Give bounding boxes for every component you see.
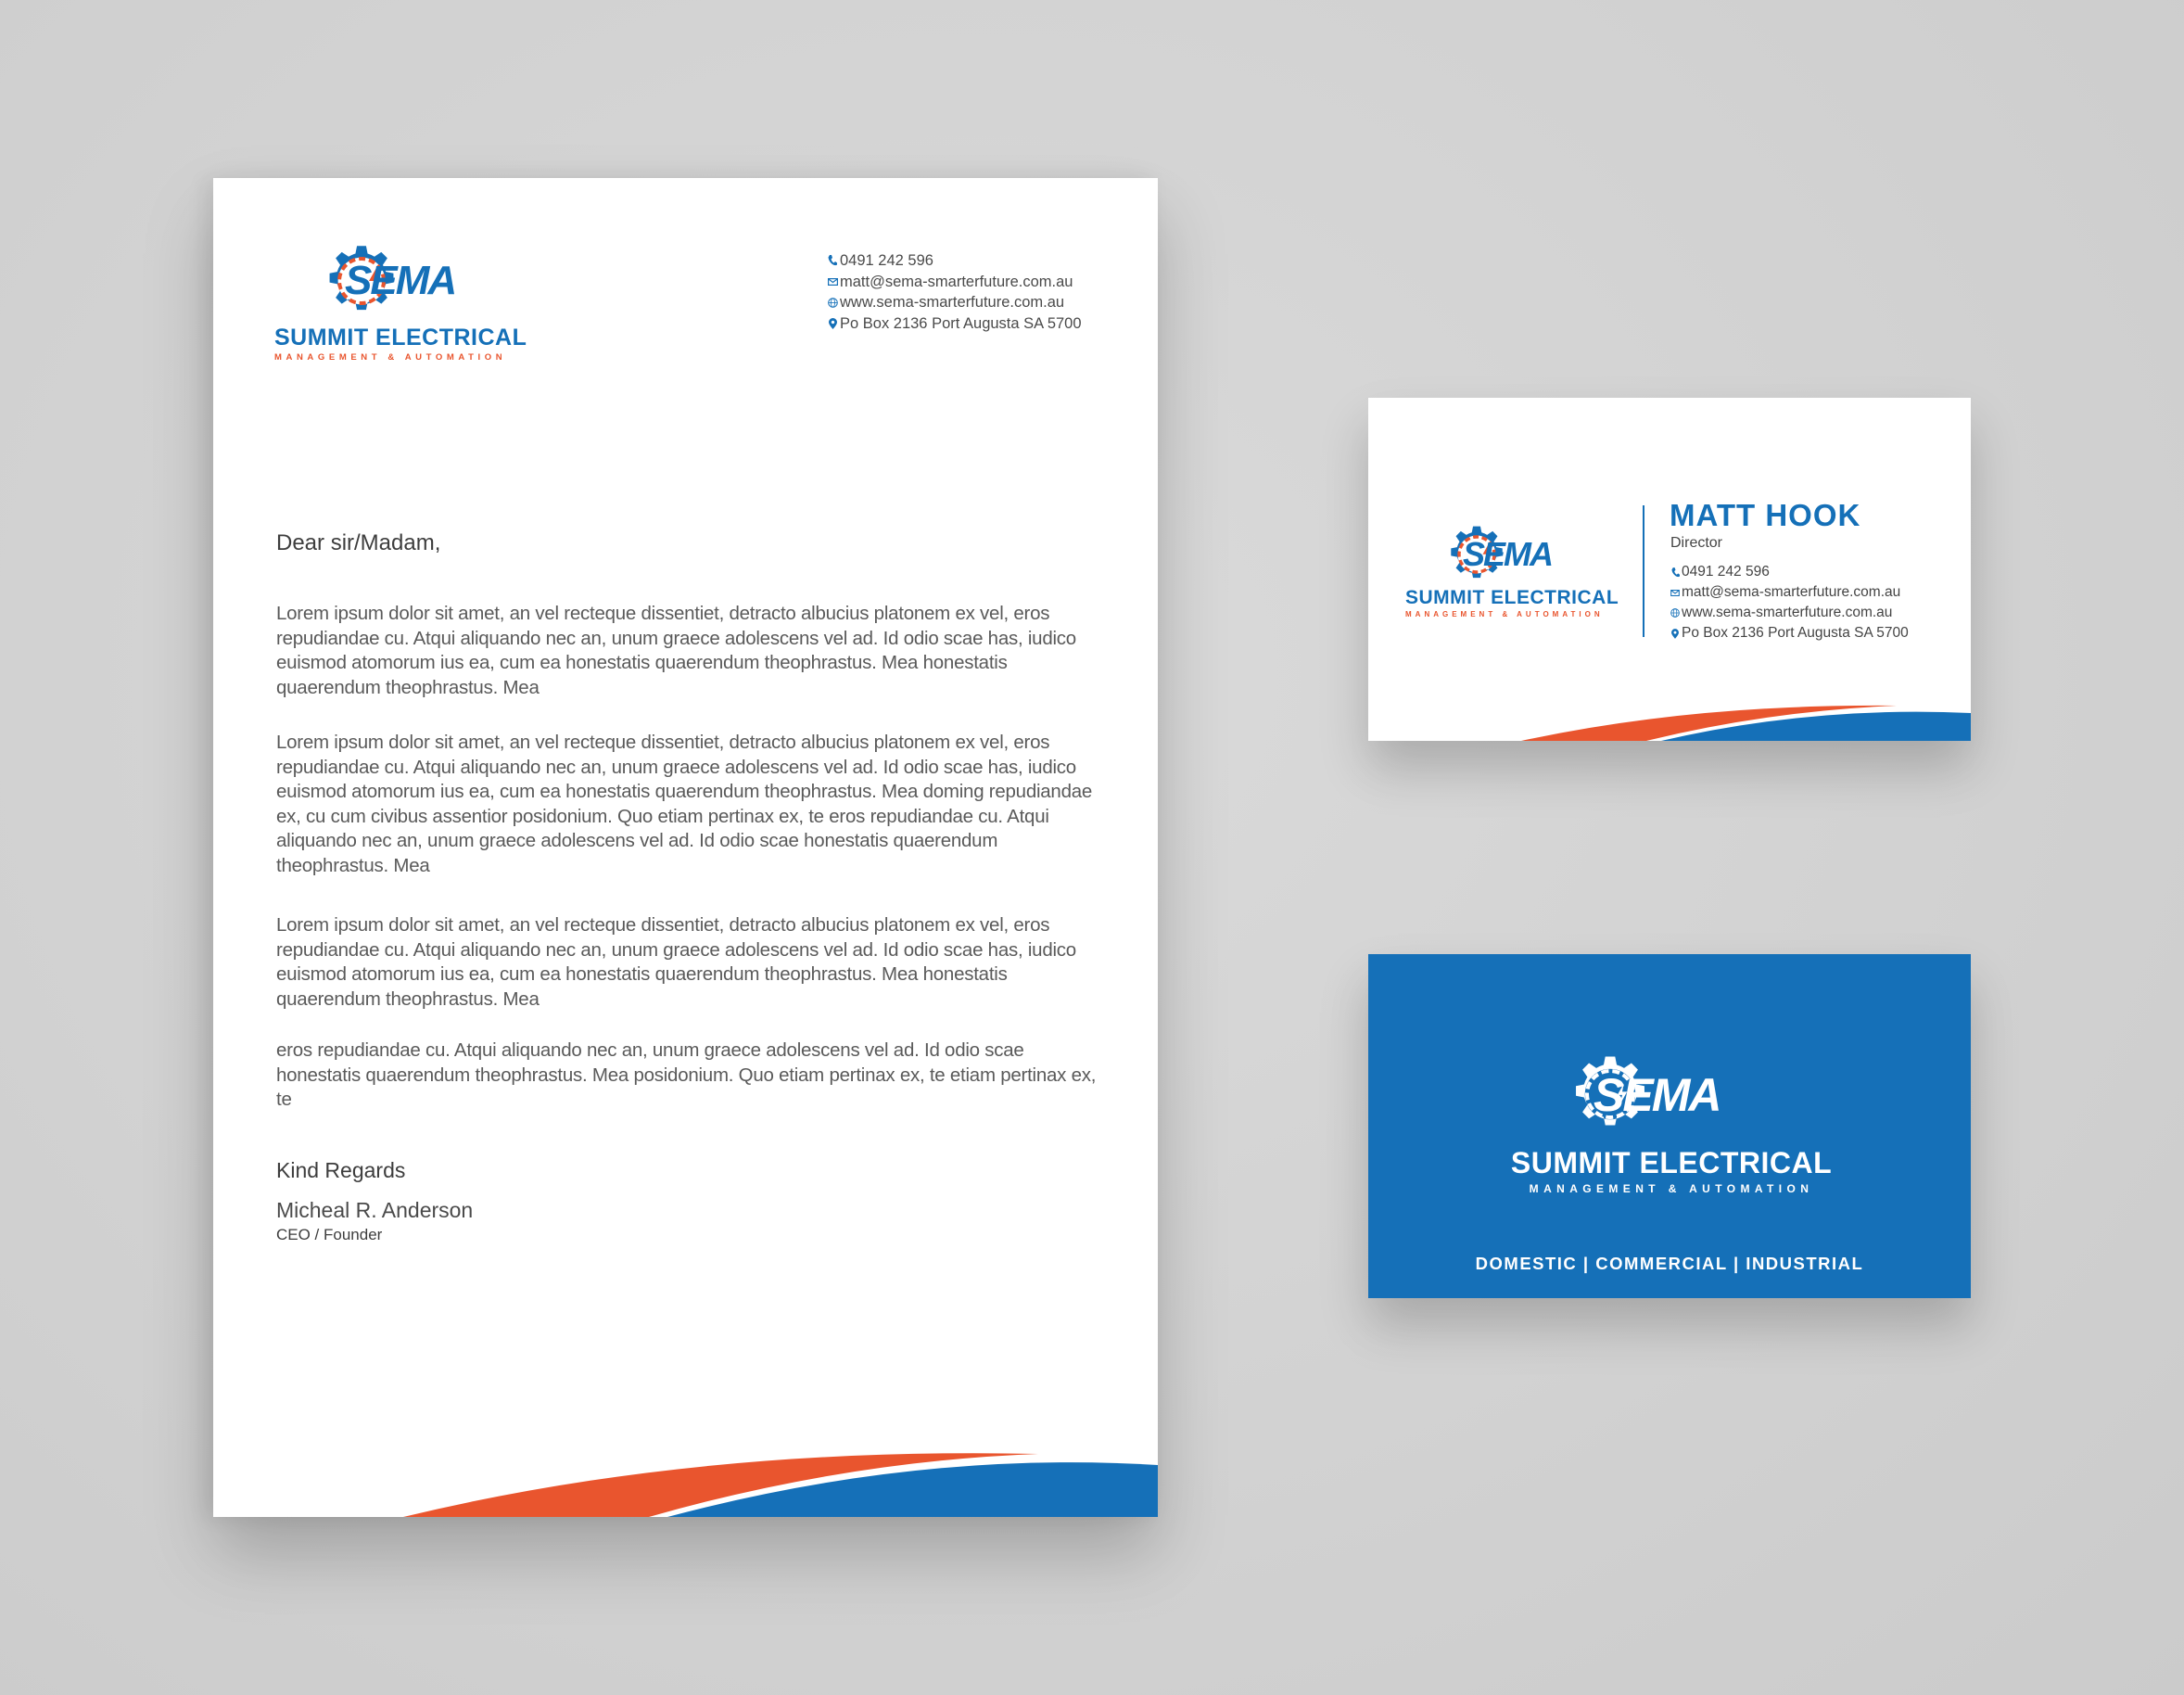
logo-company-name: SUMMIT ELECTRICAL [1405, 587, 1619, 608]
letter-paragraph-3: Lorem ipsum dolor sit amet, an vel recteque dissentiet, detracto albucius platonem ex vel, eros repudiandae cu. Atqui aliquando nec an, unum graece adolescens vel ad. Id odio scae has, iudico euismod atomorum ius ea, cum ea honestatis quaerendum theophrastus. Mea honestatis quaerendum theophrastus. Mea [276, 914, 1076, 1010]
services-tagline: DOMESTIC | COMMERCIAL | INDUSTRIAL [1475, 1254, 1864, 1273]
contact-email [1669, 582, 1909, 603]
footer-swoosh-graphic [213, 1452, 1158, 1517]
contact-phone-text[interactable]: 0491 242 596 [1682, 564, 1770, 580]
contact-address-text: Po Box 2136 Port Augusta SA 5700 [840, 314, 1082, 332]
letter-greeting: Dear sir/Madam, [276, 530, 441, 555]
logo-monogram: SEMA [1463, 535, 1553, 573]
phone-icon [828, 255, 837, 266]
logo-company-name: SUMMIT ELECTRICAL [274, 325, 527, 350]
brand-logo [274, 237, 525, 363]
logo-mark [1405, 520, 1628, 587]
card-contact-block [1669, 562, 1909, 644]
letterhead-page [213, 178, 1158, 1517]
logo-mark [274, 237, 525, 323]
mail-icon [828, 278, 838, 286]
logo-monogram: SEMA [345, 258, 456, 303]
contact-phone [825, 250, 1082, 272]
map-pin-icon [829, 318, 837, 329]
business-card-back [1368, 954, 1971, 1298]
logo-mark [1505, 1050, 1838, 1139]
globe-icon [1670, 608, 1680, 618]
letter-paragraph-4: eros repudiandae cu. Atqui aliquando nec an, unum graece adolescens vel ad. Id odio scae honestatis quaerendum theophrastus. Mea posidonium. Quo etiam pertinax ex, te etiam pertinax ex, te [276, 1039, 1097, 1111]
letterhead-contact-block [825, 250, 1082, 334]
map-pin-icon [1671, 629, 1679, 639]
contact-phone [1669, 562, 1909, 582]
contact-email-text[interactable]: matt@sema-smarterfuture.com.au [1682, 584, 1901, 600]
logo-company-name: SUMMIT ELECTRICAL [1510, 1146, 1833, 1179]
footer-swoosh-graphic [1368, 702, 1971, 741]
letter-paragraph-1: Lorem ipsum dolor sit amet, an vel recteque dissentiet, detracto albucius platonem ex vel, eros repudiandae cu. Atqui aliquando nec an, unum graece adolescens vel ad. Id odio scae has, iudico euismod atomorum ius ea, cum ea honestatis quaerendum theophrastus. Mea honestatis quaerendum theophrastus. Mea [276, 603, 1076, 698]
contact-address-text: Po Box 2136 Port Augusta SA 5700 [1682, 625, 1909, 641]
mail-icon [1670, 590, 1680, 596]
contact-website-text[interactable]: www.sema-smarterfuture.com.au [1682, 605, 1893, 620]
vertical-divider [1643, 505, 1644, 637]
card-person-name: MATT HOOK [1670, 498, 1861, 532]
letter-paragraph-2: Lorem ipsum dolor sit amet, an vel recteque dissentiet, detracto albucius platonem ex vel, eros repudiandae cu. Atqui aliquando nec an, unum graece adolescens vel ad. Id odio scae has, iudico euismod atomorum ius ea, cum ea honestatis quaerendum theophrastus. Mea doming repudiandae ex, cu cum civibus assentior posidonium. Quo etiam pertinax ex, te eros repudiandae cu. Atqui aliquando nec an, unum graece adolescens vel ad. Id odio scae honestatis quaerendum theophrastus. Mea [276, 732, 1093, 876]
contact-website [1669, 603, 1909, 623]
letter-signatory-title: CEO / Founder [276, 1226, 383, 1243]
contact-address [825, 313, 1082, 335]
contact-phone-text[interactable]: 0491 242 596 [840, 252, 933, 269]
contact-email-text[interactable]: matt@sema-smarterfuture.com.au [840, 273, 1073, 290]
letter-closing: Kind Regards [276, 1158, 406, 1182]
contact-address [1669, 623, 1909, 644]
logo-tagline: MANAGEMENT & AUTOMATION [274, 352, 507, 363]
logo-tagline: MANAGEMENT & AUTOMATION [1529, 1182, 1814, 1195]
contact-website-text[interactable]: www.sema-smarterfuture.com.au [840, 294, 1065, 311]
card-person-title: Director [1670, 535, 1723, 551]
logo-tagline: MANAGEMENT & AUTOMATION [1405, 610, 1604, 618]
contact-website [825, 292, 1082, 313]
logo-monogram: SEMA [1594, 1069, 1721, 1121]
card-front-logo [1405, 520, 1628, 618]
globe-icon [828, 298, 838, 308]
contact-email [825, 272, 1082, 293]
letter-signatory-name: Micheal R. Anderson [276, 1198, 474, 1222]
phone-icon [1671, 567, 1680, 578]
card-back-logo [1505, 1050, 1838, 1195]
business-card-front [1368, 398, 1971, 741]
